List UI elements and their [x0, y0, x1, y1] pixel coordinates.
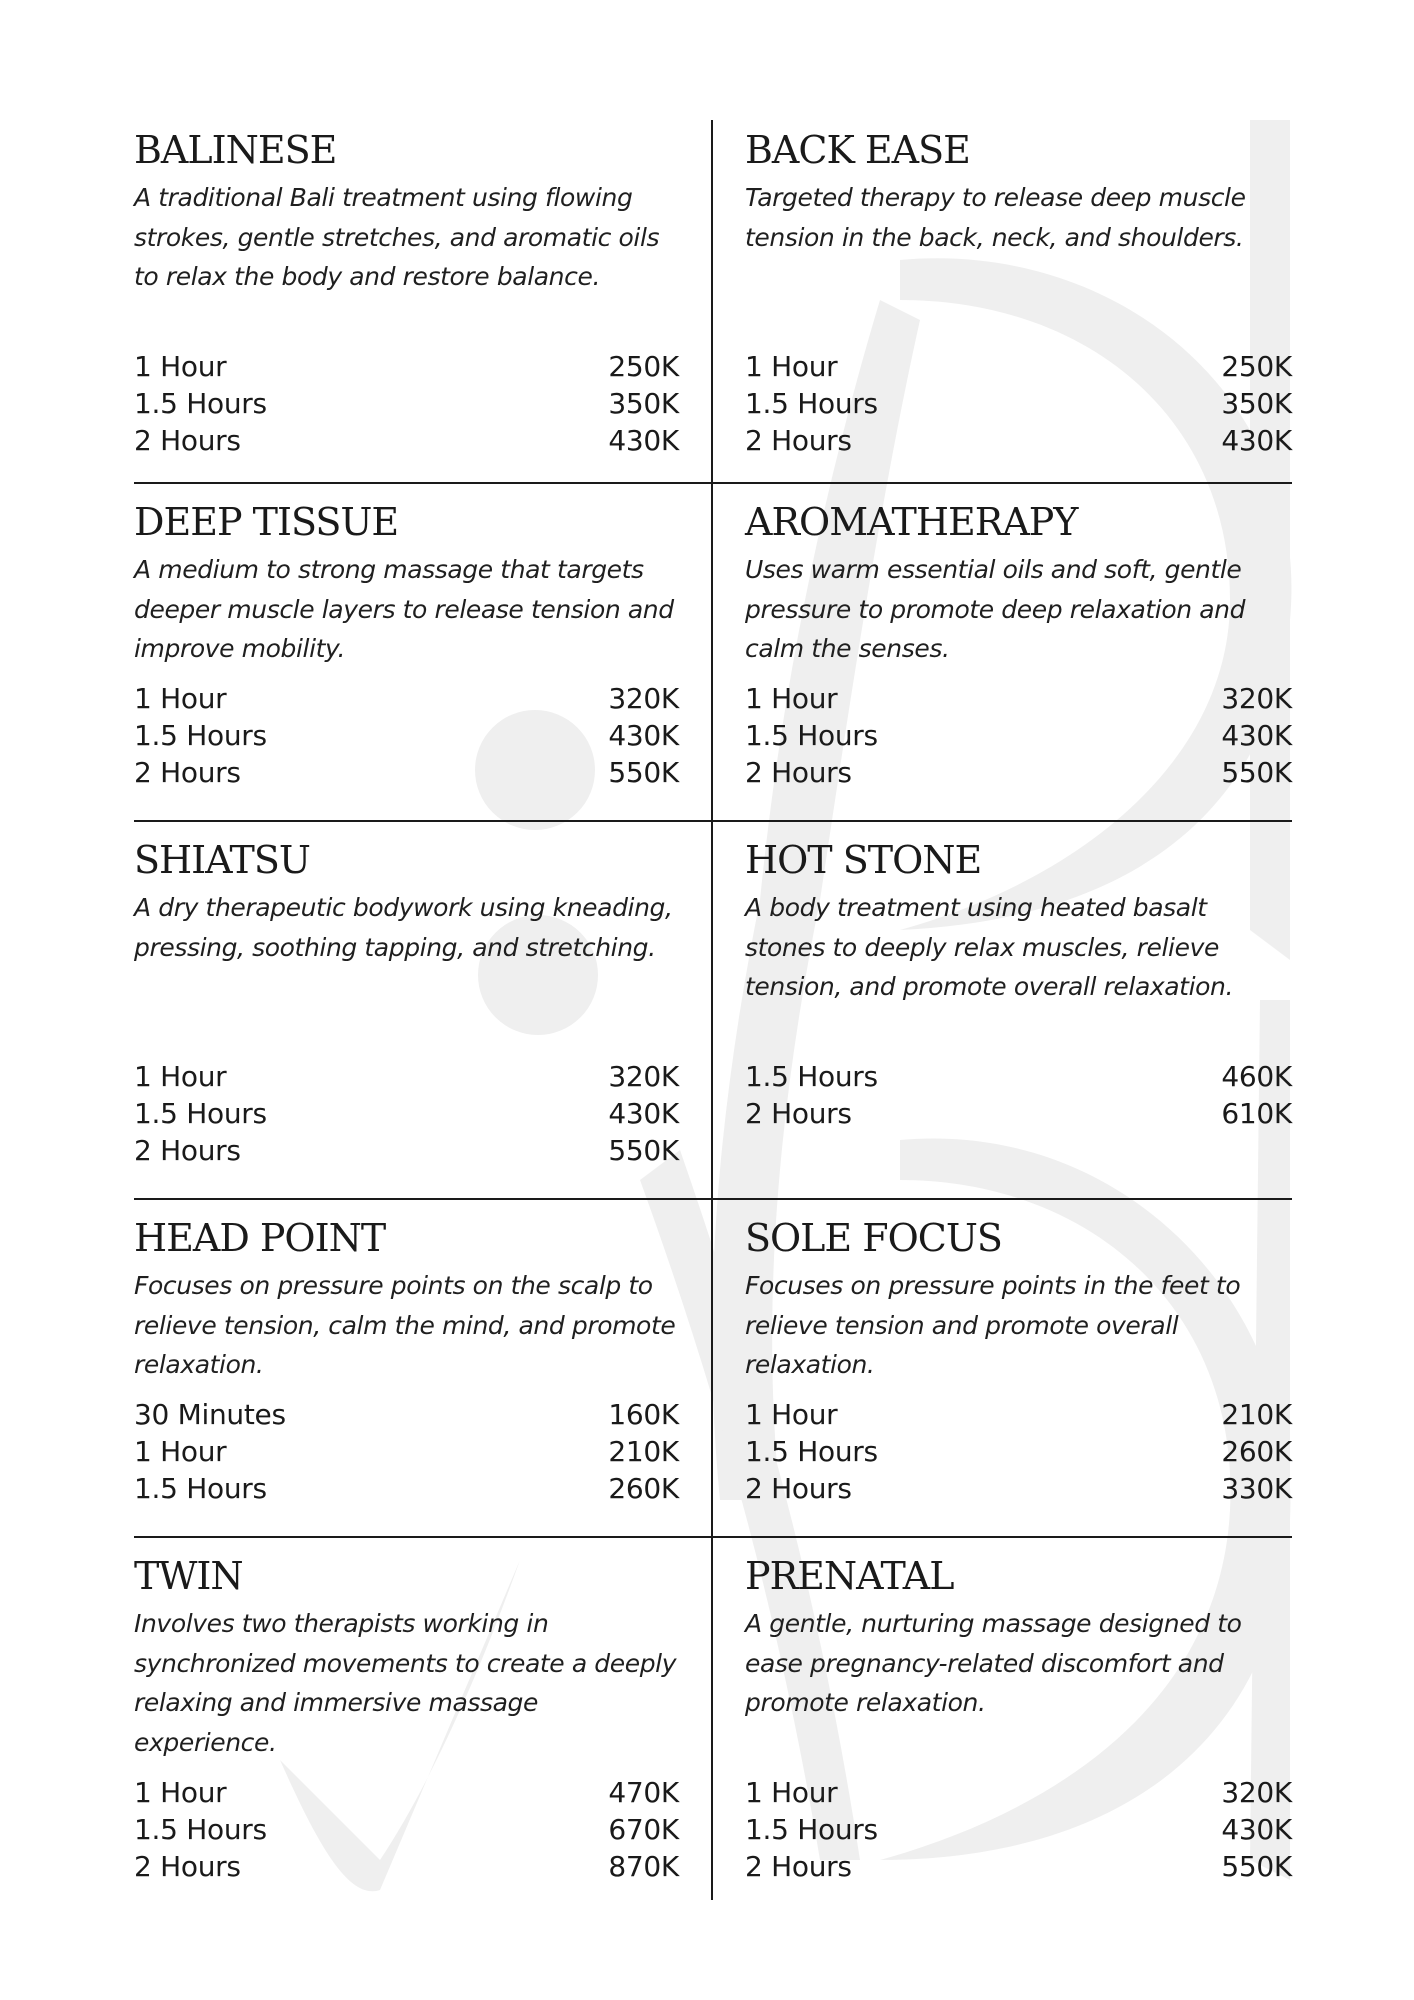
duration: 1 Hour [134, 1776, 227, 1809]
duration: 1.5 Hours [134, 719, 267, 752]
duration: 1.5 Hours [745, 387, 878, 420]
price-list [745, 1774, 1292, 1885]
price-row [745, 1058, 1292, 1095]
treatment-description: Focuses on pressure points in the feet to relieve tension and promote overall relaxation. [745, 1271, 1241, 1379]
duration: 2 Hours [134, 756, 241, 789]
price-row [134, 754, 679, 791]
price-list [745, 1058, 1292, 1132]
duration: 1.5 Hours [134, 1813, 267, 1846]
menu-item-back-ease [713, 120, 1292, 482]
price: 430K [1221, 424, 1292, 457]
duration: 2 Hours [745, 1097, 852, 1130]
duration: 1 Hour [745, 1776, 838, 1809]
price-row [745, 422, 1292, 459]
treatment-description: Uses warm essential oils and soft, gentle pressure to promote deep relaxation and calm the senses. [745, 555, 1246, 663]
duration: 1.5 Hours [134, 387, 267, 420]
price: 210K [1221, 1398, 1292, 1431]
price-list [134, 348, 679, 459]
price: 550K [608, 1134, 679, 1167]
price-row [745, 1433, 1292, 1470]
price: 320K [608, 1060, 679, 1093]
treatment-description: Involves two therapists working in synchronized movements to create a deeply relaxing and immersive massage experience. [134, 1609, 677, 1757]
price: 160K [608, 1398, 679, 1431]
price-row [745, 1811, 1292, 1848]
duration: 1 Hour [745, 350, 838, 383]
menu-item-aromatherapy [713, 484, 1292, 820]
menu-item-head-point [134, 1200, 713, 1536]
price-list [134, 1396, 679, 1507]
price-row [134, 385, 679, 422]
duration: 2 Hours [745, 756, 852, 789]
price-row [134, 680, 679, 717]
duration: 2 Hours [134, 1850, 241, 1883]
price-row [745, 1774, 1292, 1811]
duration: 2 Hours [745, 424, 852, 457]
treatment-title: HEAD POINT [134, 1216, 386, 1260]
price-row [134, 1811, 679, 1848]
price-row [134, 1058, 679, 1095]
duration: 2 Hours [134, 424, 241, 457]
treatment-title: SOLE FOCUS [745, 1216, 1002, 1260]
price-row [134, 1470, 679, 1507]
treatment-title: TWIN [134, 1554, 243, 1598]
treatment-description: Focuses on pressure points on the scalp to relieve tension, calm the mind, and promote relaxation. [134, 1271, 676, 1379]
price: 250K [608, 350, 679, 383]
price: 430K [1221, 719, 1292, 752]
price: 870K [608, 1850, 679, 1883]
price-row [745, 1396, 1292, 1433]
price-list [745, 1396, 1292, 1507]
treatment-description: A gentle, nurturing massage designed to ease pregnancy-related discomfort and promote relaxation. [745, 1609, 1242, 1717]
treatment-title: BALINESE [134, 128, 337, 172]
duration: 1 Hour [134, 1435, 227, 1468]
duration: 2 Hours [134, 1134, 241, 1167]
price-row [745, 680, 1292, 717]
duration: 1 Hour [745, 1398, 838, 1431]
menu-item-prenatal [713, 1538, 1292, 1900]
treatment-title: HOT STONE [745, 838, 982, 882]
price-row [745, 1848, 1292, 1885]
price: 260K [1221, 1435, 1292, 1468]
price-row [134, 1433, 679, 1470]
price-row [134, 348, 679, 385]
price: 550K [1221, 1850, 1292, 1883]
treatment-description: Targeted therapy to release deep muscle tension in the back, neck, and shoulders. [745, 183, 1246, 252]
price-row [134, 717, 679, 754]
treatment-description: A medium to strong massage that targets deeper muscle layers to release tension and improve mobility. [134, 555, 674, 663]
price-list [134, 1774, 679, 1885]
price: 670K [608, 1813, 679, 1846]
treatment-title: PRENATAL [745, 1554, 954, 1598]
duration: 1 Hour [134, 682, 227, 715]
price: 460K [1221, 1060, 1292, 1093]
price: 250K [1221, 350, 1292, 383]
duration: 1 Hour [745, 682, 838, 715]
menu-item-shiatsu [134, 822, 713, 1198]
price-row [745, 717, 1292, 754]
price: 430K [1221, 1813, 1292, 1846]
price-row [134, 422, 679, 459]
duration: 1.5 Hours [745, 1813, 878, 1846]
price: 350K [1221, 387, 1292, 420]
price: 550K [608, 756, 679, 789]
menu-item-twin [134, 1538, 713, 1900]
treatment-description: A body treatment using heated basalt stones to deeply relax muscles, relieve tension, and promote overall relaxation. [745, 893, 1234, 1001]
price: 320K [1221, 1776, 1292, 1809]
price-row [745, 754, 1292, 791]
duration: 1 Hour [134, 350, 227, 383]
price-row [745, 385, 1292, 422]
price: 210K [608, 1435, 679, 1468]
price-row [134, 1774, 679, 1811]
menu-item-sole-focus [713, 1200, 1292, 1536]
duration: 1 Hour [134, 1060, 227, 1093]
price: 320K [1221, 682, 1292, 715]
price: 320K [608, 682, 679, 715]
price-row [134, 1396, 679, 1433]
price-row [745, 1095, 1292, 1132]
price: 350K [608, 387, 679, 420]
duration: 1.5 Hours [134, 1472, 267, 1505]
price-row [134, 1848, 679, 1885]
duration: 2 Hours [745, 1850, 852, 1883]
duration: 1.5 Hours [745, 1435, 878, 1468]
treatment-title: AROMATHERAPY [745, 500, 1078, 544]
treatment-menu [134, 120, 1292, 1900]
price-list [745, 680, 1292, 791]
treatment-description: A traditional Bali treatment using flowing strokes, gentle stretches, and aromatic oils to relax the body and restore balance. [134, 183, 660, 291]
price-list [134, 680, 679, 791]
price-row [745, 348, 1292, 385]
price: 430K [608, 424, 679, 457]
menu-item-deep-tissue [134, 484, 713, 820]
treatment-description: A dry therapeutic bodywork using kneading, pressing, soothing tapping, and stretching. [134, 893, 673, 962]
price: 430K [608, 719, 679, 752]
price: 470K [608, 1776, 679, 1809]
duration: 1.5 Hours [134, 1097, 267, 1130]
menu-item-hot-stone [713, 822, 1292, 1198]
menu-item-balinese [134, 120, 713, 482]
treatment-title: BACK EASE [745, 128, 970, 172]
price-list [745, 348, 1292, 459]
price: 610K [1221, 1097, 1292, 1130]
duration: 1.5 Hours [745, 1060, 878, 1093]
duration: 2 Hours [745, 1472, 852, 1505]
price-row [745, 1470, 1292, 1507]
price: 260K [608, 1472, 679, 1505]
treatment-title: SHIATSU [134, 838, 310, 882]
duration: 30 Minutes [134, 1398, 286, 1431]
treatment-title: DEEP TISSUE [134, 500, 399, 544]
price: 430K [608, 1097, 679, 1130]
duration: 1.5 Hours [745, 719, 878, 752]
price: 330K [1221, 1472, 1292, 1505]
price-list [134, 1058, 679, 1169]
price: 550K [1221, 756, 1292, 789]
price-row [134, 1132, 679, 1169]
price-row [134, 1095, 679, 1132]
